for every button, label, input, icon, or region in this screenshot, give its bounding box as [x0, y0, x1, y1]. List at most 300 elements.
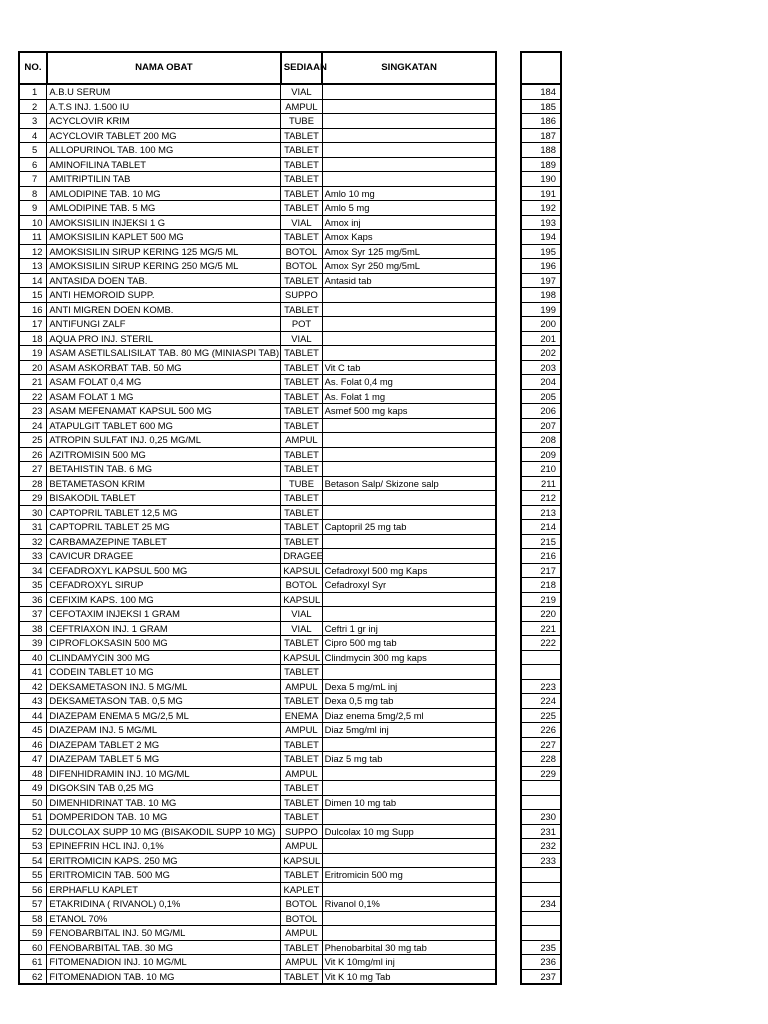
cell-nama-obat: ERITROMICIN TAB. 500 MG — [47, 868, 281, 883]
cell-nama-obat: FENOBARBITAL TAB. 30 MG — [47, 940, 281, 955]
cell-sediaan: BOTOL — [281, 259, 322, 274]
cell-no: 11 — [19, 230, 47, 245]
code-row — [521, 563, 561, 578]
cell-singkatan — [322, 462, 496, 477]
cell-nama-obat: CIPROFLOKSASIN 500 MG — [47, 636, 281, 651]
cell-sediaan: TABLET — [281, 375, 322, 390]
cell-sediaan: AMPUL — [281, 839, 322, 854]
cell-sediaan: TABLET — [281, 665, 322, 680]
cell-sediaan: TABLET — [281, 534, 322, 549]
table-row — [19, 853, 496, 868]
code-row — [521, 839, 561, 854]
code-number: 221 — [521, 621, 561, 636]
code-row — [521, 694, 561, 709]
code-row — [521, 375, 561, 390]
code-number: 234 — [521, 897, 561, 912]
cell-no: 51 — [19, 810, 47, 825]
code-row — [521, 665, 561, 680]
cell-nama-obat: ETAKRIDINA ( RIVANOL) 0,1% — [47, 897, 281, 912]
code-row — [521, 404, 561, 419]
cell-no: 42 — [19, 679, 47, 694]
cell-no: 18 — [19, 331, 47, 346]
code-row — [521, 911, 561, 926]
code-number: 225 — [521, 708, 561, 723]
cell-no: 37 — [19, 607, 47, 622]
code-row — [521, 578, 561, 593]
cell-nama-obat: DIGOKSIN TAB 0,25 MG — [47, 781, 281, 796]
cell-sediaan: VIAL — [281, 607, 322, 622]
cell-no: 22 — [19, 389, 47, 404]
code-number: 220 — [521, 607, 561, 622]
table-row — [19, 389, 496, 404]
cell-no: 7 — [19, 172, 47, 187]
code-row — [521, 636, 561, 651]
cell-singkatan — [322, 114, 496, 129]
code-number: 222 — [521, 636, 561, 651]
table-row — [19, 128, 496, 143]
code-row — [521, 810, 561, 825]
cell-nama-obat: ATROPIN SULFAT INJ. 0,25 MG/ML — [47, 433, 281, 448]
cell-nama-obat: DIAZEPAM TABLET 5 MG — [47, 752, 281, 767]
cell-sediaan: TABLET — [281, 636, 322, 651]
code-number: 196 — [521, 259, 561, 274]
cell-no: 25 — [19, 433, 47, 448]
code-number: 205 — [521, 389, 561, 404]
table-row — [19, 476, 496, 491]
cell-singkatan: Cipro 500 mg tab — [322, 636, 496, 651]
cell-nama-obat: AMLODIPINE TAB. 5 MG — [47, 201, 281, 216]
table-row — [19, 99, 496, 114]
cell-sediaan: AMPUL — [281, 433, 322, 448]
cell-singkatan — [322, 926, 496, 941]
cell-singkatan: Diaz 5mg/ml inj — [322, 723, 496, 738]
cell-no: 61 — [19, 955, 47, 970]
cell-singkatan: Amlo 5 mg — [322, 201, 496, 216]
code-number: 231 — [521, 824, 561, 839]
code-number: 200 — [521, 317, 561, 332]
table-row — [19, 462, 496, 477]
cell-no: 58 — [19, 911, 47, 926]
code-number: 214 — [521, 520, 561, 535]
cell-no: 9 — [19, 201, 47, 216]
cell-sediaan: DRAGEE — [281, 549, 322, 564]
cell-nama-obat: EPINEFRIN HCL INJ. 0,1% — [47, 839, 281, 854]
cell-nama-obat: CAVICUR DRAGEE — [47, 549, 281, 564]
cell-sediaan: TABLET — [281, 505, 322, 520]
code-number: 208 — [521, 433, 561, 448]
cell-nama-obat: DIFENHIDRAMIN INJ. 10 MG/ML — [47, 766, 281, 781]
code-row — [521, 491, 561, 506]
cell-singkatan: Dexa 0,5 mg tab — [322, 694, 496, 709]
cell-singkatan — [322, 810, 496, 825]
code-number: 193 — [521, 215, 561, 230]
code-number: 184 — [521, 84, 561, 99]
table-row — [19, 186, 496, 201]
table-row — [19, 868, 496, 883]
cell-no: 16 — [19, 302, 47, 317]
code-row — [521, 418, 561, 433]
cell-nama-obat: FENOBARBITAL INJ. 50 MG/ML — [47, 926, 281, 941]
code-row — [521, 302, 561, 317]
code-number — [521, 650, 561, 665]
cell-sediaan: TABLET — [281, 810, 322, 825]
cell-sediaan: AMPUL — [281, 926, 322, 941]
cell-no: 49 — [19, 781, 47, 796]
code-number: 213 — [521, 505, 561, 520]
table-row — [19, 563, 496, 578]
table-row — [19, 708, 496, 723]
table-row — [19, 969, 496, 984]
cell-sediaan: TABLET — [281, 302, 322, 317]
code-number — [521, 868, 561, 883]
code-number-table — [520, 51, 562, 985]
cell-no: 8 — [19, 186, 47, 201]
cell-sediaan: TABLET — [281, 940, 322, 955]
table-row — [19, 636, 496, 651]
cell-sediaan: POT — [281, 317, 322, 332]
cell-nama-obat: CEFIXIM KAPS. 100 MG — [47, 592, 281, 607]
cell-sediaan: TABLET — [281, 795, 322, 810]
code-row — [521, 621, 561, 636]
cell-no: 31 — [19, 520, 47, 535]
cell-nama-obat: ACYCLOVIR KRIM — [47, 114, 281, 129]
table-row — [19, 404, 496, 419]
code-number: 209 — [521, 447, 561, 462]
cell-nama-obat: ASAM MEFENAMAT KAPSUL 500 MG — [47, 404, 281, 419]
code-number: 219 — [521, 592, 561, 607]
cell-nama-obat: AZITROMISIN 500 MG — [47, 447, 281, 462]
code-row — [521, 99, 561, 114]
cell-singkatan: Amox Kaps — [322, 230, 496, 245]
cell-nama-obat: ACYCLOVIR TABLET 200 MG — [47, 128, 281, 143]
table-row — [19, 752, 496, 767]
cell-no: 45 — [19, 723, 47, 738]
code-row — [521, 186, 561, 201]
cell-no: 54 — [19, 853, 47, 868]
cell-nama-obat: AMOKSISILIN INJEKSI 1 G — [47, 215, 281, 230]
code-number — [521, 665, 561, 680]
cell-no: 4 — [19, 128, 47, 143]
cell-singkatan — [322, 302, 496, 317]
code-row — [521, 84, 561, 99]
cell-singkatan — [322, 882, 496, 897]
cell-nama-obat: BISAKODIL TABLET — [47, 491, 281, 506]
table-row — [19, 578, 496, 593]
cell-no: 34 — [19, 563, 47, 578]
cell-singkatan — [322, 911, 496, 926]
table-row — [19, 549, 496, 564]
cell-nama-obat: AMOKSISILIN SIRUP KERING 125 MG/5 ML — [47, 244, 281, 259]
cell-no: 60 — [19, 940, 47, 955]
cell-no: 30 — [19, 505, 47, 520]
cell-sediaan: TABLET — [281, 389, 322, 404]
code-number: 210 — [521, 462, 561, 477]
code-number: 212 — [521, 491, 561, 506]
cell-nama-obat: ASAM ASETILSALISILAT TAB. 80 MG (MINIASPI TAB) — [47, 346, 281, 361]
cell-sediaan: TABLET — [281, 694, 322, 709]
cell-nama-obat: A.T.S INJ. 1.500 IU — [47, 99, 281, 114]
cell-nama-obat: AMOKSISILIN KAPLET 500 MG — [47, 230, 281, 245]
table-row — [19, 781, 496, 796]
code-row — [521, 505, 561, 520]
code-number: 228 — [521, 752, 561, 767]
table-row — [19, 215, 496, 230]
code-number: 235 — [521, 940, 561, 955]
table-row — [19, 244, 496, 259]
cell-no: 15 — [19, 288, 47, 303]
code-row — [521, 853, 561, 868]
cell-sediaan: TABLET — [281, 447, 322, 462]
cell-sediaan: TABLET — [281, 491, 322, 506]
code-number: 223 — [521, 679, 561, 694]
cell-no: 39 — [19, 636, 47, 651]
cell-singkatan — [322, 534, 496, 549]
table-row — [19, 172, 496, 187]
cell-nama-obat: A.B.U SERUM — [47, 84, 281, 99]
code-row — [521, 346, 561, 361]
cell-singkatan — [322, 157, 496, 172]
cell-no: 27 — [19, 462, 47, 477]
code-number: 211 — [521, 476, 561, 491]
cell-no: 19 — [19, 346, 47, 361]
cell-no: 2 — [19, 99, 47, 114]
cell-no: 28 — [19, 476, 47, 491]
cell-sediaan: ENEMA — [281, 708, 322, 723]
code-row — [521, 926, 561, 941]
cell-singkatan — [322, 447, 496, 462]
cell-no: 47 — [19, 752, 47, 767]
cell-sediaan: TABLET — [281, 868, 322, 883]
cell-sediaan: KAPLET — [281, 882, 322, 897]
cell-no: 33 — [19, 549, 47, 564]
cell-sediaan: TABLET — [281, 273, 322, 288]
code-number: 188 — [521, 143, 561, 158]
cell-sediaan: TABLET — [281, 201, 322, 216]
cell-no: 12 — [19, 244, 47, 259]
table-row — [19, 375, 496, 390]
cell-no: 38 — [19, 621, 47, 636]
table-row — [19, 418, 496, 433]
cell-nama-obat: CEFOTAXIM INJEKSI 1 GRAM — [47, 607, 281, 622]
code-row — [521, 955, 561, 970]
code-number — [521, 926, 561, 941]
code-row — [521, 549, 561, 564]
cell-sediaan: BOTOL — [281, 578, 322, 593]
table-row — [19, 592, 496, 607]
cell-nama-obat: CAPTOPRIL TABLET 25 MG — [47, 520, 281, 535]
code-row — [521, 897, 561, 912]
cell-singkatan: Diaz 5 mg tab — [322, 752, 496, 767]
table-row — [19, 491, 496, 506]
table-row — [19, 621, 496, 636]
code-row — [521, 259, 561, 274]
cell-singkatan: Phenobarbital 30 mg tab — [322, 940, 496, 955]
cell-no: 48 — [19, 766, 47, 781]
cell-singkatan — [322, 433, 496, 448]
cell-sediaan: TABLET — [281, 157, 322, 172]
cell-singkatan: Betason Salp/ Skizone salp — [322, 476, 496, 491]
cell-singkatan — [322, 172, 496, 187]
cell-no: 32 — [19, 534, 47, 549]
cell-singkatan: Amox inj — [322, 215, 496, 230]
cell-no: 3 — [19, 114, 47, 129]
code-number: 189 — [521, 157, 561, 172]
table-row — [19, 723, 496, 738]
table-row — [19, 331, 496, 346]
cell-singkatan — [322, 317, 496, 332]
cell-singkatan: Eritromicin 500 mg — [322, 868, 496, 883]
cell-no: 13 — [19, 259, 47, 274]
table-row — [19, 839, 496, 854]
table-row — [19, 114, 496, 129]
cell-no: 20 — [19, 360, 47, 375]
code-number: 199 — [521, 302, 561, 317]
cell-no: 56 — [19, 882, 47, 897]
cell-sediaan: KAPSUL — [281, 650, 322, 665]
cell-sediaan: TABLET — [281, 172, 322, 187]
cell-no: 43 — [19, 694, 47, 709]
cell-singkatan: Asmef 500 mg kaps — [322, 404, 496, 419]
table-row — [19, 84, 496, 99]
cell-nama-obat: ANTI HEMOROID SUPP. — [47, 288, 281, 303]
cell-sediaan: KAPSUL — [281, 592, 322, 607]
code-row — [521, 476, 561, 491]
cell-singkatan — [322, 491, 496, 506]
code-row — [521, 433, 561, 448]
cell-nama-obat: ANTASIDA DOEN TAB. — [47, 273, 281, 288]
cell-sediaan: TABLET — [281, 128, 322, 143]
code-row — [521, 215, 561, 230]
cell-singkatan — [322, 346, 496, 361]
cell-singkatan: Captopril 25 mg tab — [322, 520, 496, 535]
cell-nama-obat: ASAM FOLAT 0,4 MG — [47, 375, 281, 390]
header-row — [19, 52, 496, 84]
cell-singkatan: As. Folat 0,4 mg — [322, 375, 496, 390]
code-row — [521, 447, 561, 462]
table-row — [19, 607, 496, 622]
code-row — [521, 244, 561, 259]
code-row — [521, 317, 561, 332]
cell-sediaan: KAPSUL — [281, 563, 322, 578]
cell-nama-obat: AMLODIPINE TAB. 10 MG — [47, 186, 281, 201]
cell-no: 44 — [19, 708, 47, 723]
code-row — [521, 520, 561, 535]
cell-no: 17 — [19, 317, 47, 332]
cell-nama-obat: FITOMENADION INJ. 10 MG/ML — [47, 955, 281, 970]
cell-nama-obat: CODEIN TABLET 10 MG — [47, 665, 281, 680]
cell-singkatan: Dexa 5 mg/mL inj — [322, 679, 496, 694]
table-row — [19, 694, 496, 709]
code-row — [521, 592, 561, 607]
cell-no: 1 — [19, 84, 47, 99]
cell-sediaan: TABLET — [281, 752, 322, 767]
cell-sediaan: TABLET — [281, 360, 322, 375]
code-row — [521, 143, 561, 158]
cell-no: 41 — [19, 665, 47, 680]
table-row — [19, 273, 496, 288]
table-row — [19, 505, 496, 520]
cell-singkatan — [322, 505, 496, 520]
table-row — [19, 795, 496, 810]
table-row — [19, 317, 496, 332]
cell-singkatan: Vit K 10mg/ml inj — [322, 955, 496, 970]
cell-nama-obat: DIAZEPAM INJ. 5 MG/ML — [47, 723, 281, 738]
code-row — [521, 534, 561, 549]
code-number: 230 — [521, 810, 561, 825]
header-nama-obat: NAMA OBAT — [47, 52, 281, 84]
drug-list-body — [19, 84, 496, 984]
cell-nama-obat: BETAMETASON KRIM — [47, 476, 281, 491]
code-number: 197 — [521, 273, 561, 288]
cell-sediaan: TABLET — [281, 969, 322, 984]
cell-singkatan — [322, 128, 496, 143]
table-row — [19, 288, 496, 303]
cell-nama-obat: DIMENHIDRINAT TAB. 10 MG — [47, 795, 281, 810]
cell-no: 5 — [19, 143, 47, 158]
code-number: 232 — [521, 839, 561, 854]
header-singkatan: SINGKATAN — [322, 52, 496, 84]
code-number: 236 — [521, 955, 561, 970]
code-number: 206 — [521, 404, 561, 419]
table-row — [19, 447, 496, 462]
cell-sediaan: TUBE — [281, 476, 322, 491]
cell-sediaan: TABLET — [281, 230, 322, 245]
cell-singkatan: Amox Syr 250 mg/5mL — [322, 259, 496, 274]
code-row — [521, 679, 561, 694]
cell-sediaan: TABLET — [281, 418, 322, 433]
cell-nama-obat: ETANOL 70% — [47, 911, 281, 926]
code-number: 194 — [521, 230, 561, 245]
header-sediaan: SEDIAAN — [281, 52, 322, 84]
table-row — [19, 824, 496, 839]
cell-nama-obat: CEFADROXYL KAPSUL 500 MG — [47, 563, 281, 578]
code-number: 227 — [521, 737, 561, 752]
cell-singkatan: Dimen 10 mg tab — [322, 795, 496, 810]
code-row — [521, 360, 561, 375]
cell-nama-obat: ERPHAFLU KAPLET — [47, 882, 281, 897]
code-row — [521, 723, 561, 738]
cell-sediaan: AMPUL — [281, 723, 322, 738]
table-row — [19, 302, 496, 317]
cell-sediaan: VIAL — [281, 621, 322, 636]
cell-nama-obat: CARBAMAZEPINE TABLET — [47, 534, 281, 549]
cell-sediaan: BOTOL — [281, 911, 322, 926]
code-row — [521, 781, 561, 796]
code-row — [521, 737, 561, 752]
code-number: 204 — [521, 375, 561, 390]
code-number: 195 — [521, 244, 561, 259]
code-row — [521, 273, 561, 288]
code-row — [521, 157, 561, 172]
cell-singkatan — [322, 766, 496, 781]
code-number: 192 — [521, 201, 561, 216]
cell-sediaan: TABLET — [281, 186, 322, 201]
code-number: 185 — [521, 99, 561, 114]
code-row — [521, 940, 561, 955]
cell-no: 52 — [19, 824, 47, 839]
cell-nama-obat: DEKSAMETASON INJ. 5 MG/ML — [47, 679, 281, 694]
code-row — [521, 114, 561, 129]
cell-sediaan: BOTOL — [281, 897, 322, 912]
code-number: 187 — [521, 128, 561, 143]
cell-singkatan: Vit K 10 mg Tab — [322, 969, 496, 984]
code-number — [521, 781, 561, 796]
table-row — [19, 520, 496, 535]
cell-singkatan: Dulcolax 10 mg Supp — [322, 824, 496, 839]
cell-singkatan — [322, 781, 496, 796]
cell-nama-obat: CEFTRIAXON INJ. 1 GRAM — [47, 621, 281, 636]
cell-singkatan: Ceftri 1 gr inj — [322, 621, 496, 636]
